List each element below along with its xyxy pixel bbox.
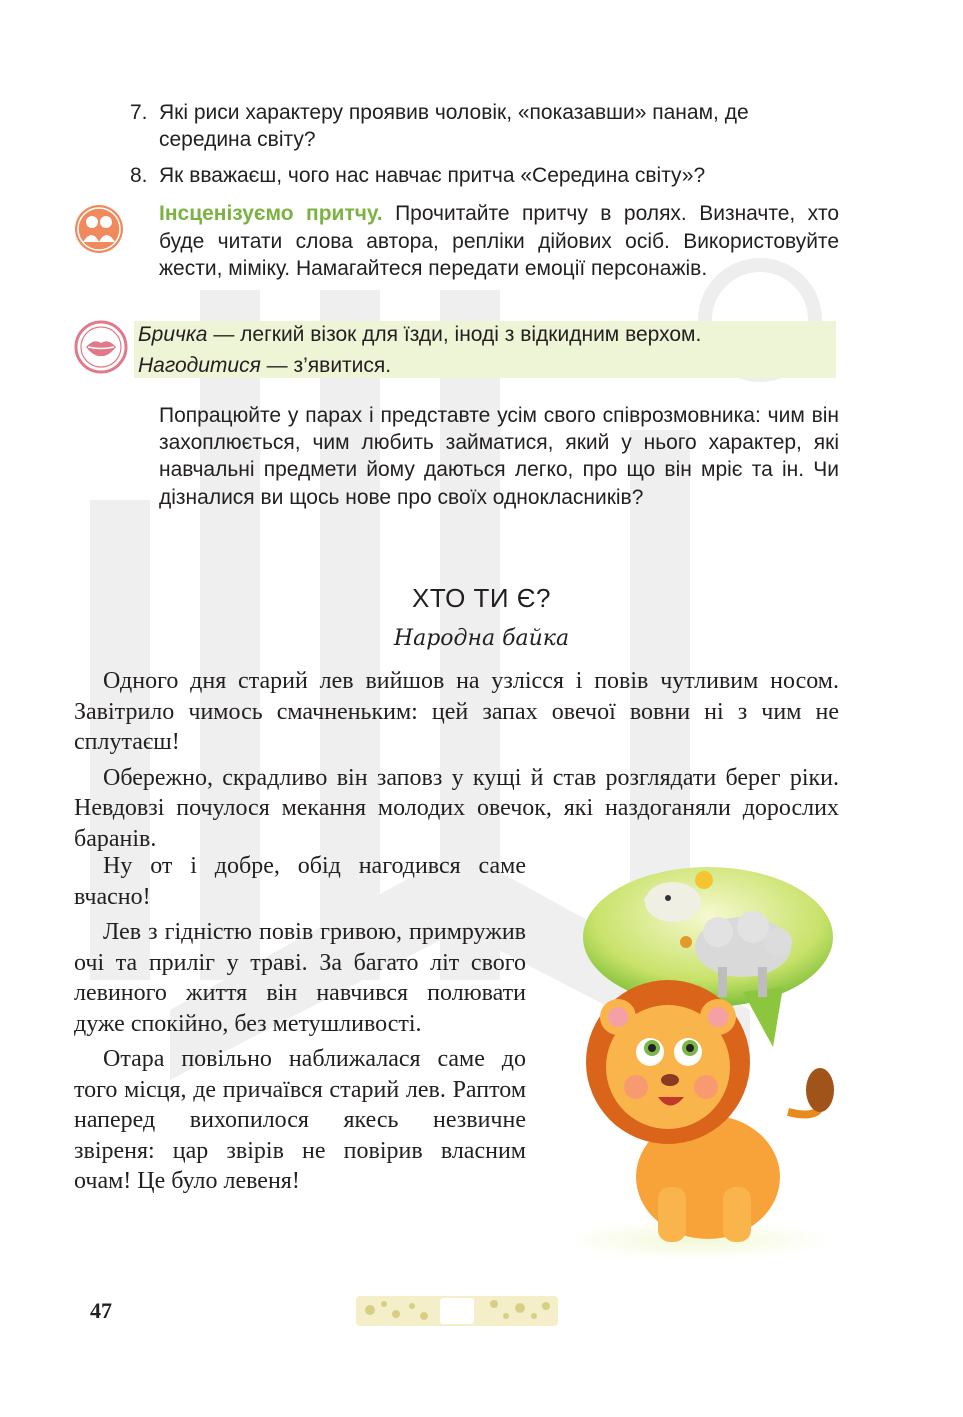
question-7	[130, 99, 840, 153]
question-number: 7.	[130, 101, 148, 124]
question-text: Як вважаєш, чого нас навчає притча «Середина світу»?	[159, 164, 706, 187]
glossary-entry	[138, 352, 391, 379]
glossary-definition: — легкий візок для їзди, іноді з відкидним верхом.	[207, 323, 702, 346]
question-number: 8.	[130, 164, 148, 187]
glossary-term: Нагодитися	[138, 354, 261, 377]
story-paragraph: Одного дня старий лев вийшов на узлісся і повів чутливим носом. Завітрило чимось смачненьким: цей запах овечої вовни ні з чим не сплутаєш!	[74, 668, 839, 755]
story-text-beside-image	[74, 851, 526, 1202]
question-text: Які риси характеру проявив чоловік, «показавши» панам, де середина світу?	[159, 101, 749, 151]
story-text-full-width	[74, 666, 839, 859]
story-paragraph: Отара повільно наближалася саме до того місця, де причаївся старий лев. Раптом наперед вихопилося якесь незвичне звіреня: цар звірів не повірив власним очам! Це було левеня!	[74, 1046, 526, 1194]
story-subtitle: Народна байка	[393, 626, 570, 651]
page-number-ornament	[356, 1292, 558, 1329]
people-pair-icon	[74, 204, 124, 254]
glossary-definition: — з’явитися.	[260, 354, 392, 377]
page-number: 47	[90, 1298, 112, 1323]
task-text: Прочитайте притчу в ролях. Визначте, хто буде читати слова автора, репліки дійових осіб. Використовуйте жести, міміку. Намагайтеся передати емоції персонажів.	[159, 202, 840, 280]
story-title: ХТО ТИ Є?	[412, 583, 551, 613]
glossary-entry	[138, 321, 701, 348]
story-paragraph: Ну от і добре, обід нагодився саме вчасно!	[74, 853, 526, 910]
story-paragraph: Обережно, скрадливо він заповз у кущі й став розглядати берег ріки. Невдовзі почулося мекання молодих овечок, які наздоганяли дорослих баранів.	[74, 764, 839, 852]
pair-work-task: Попрацюйте у парах і представте усім свого співрозмовника: чим він захоплюється, чим любить займатися, який у нього характер, які навчальні предмети йому даються легко, про що він мріє та ін. Чи дізналися ви щось нове про своїх однокласників?	[159, 404, 839, 509]
lion-and-lamb-illustration	[558, 862, 848, 1262]
task-lead: Інсценізуємо притчу.	[159, 202, 383, 225]
dramatization-task	[159, 200, 839, 283]
lips-icon	[74, 320, 128, 374]
question-8	[130, 162, 840, 189]
glossary-term: Бричка	[138, 323, 208, 346]
lion	[586, 980, 834, 1242]
story-paragraph: Лев з гідністю повів гривою, примружив очі та приліг у траві. За багато літ свого левиного життя він навчився полювати дуже спокійно, без метушливості.	[74, 919, 526, 1037]
